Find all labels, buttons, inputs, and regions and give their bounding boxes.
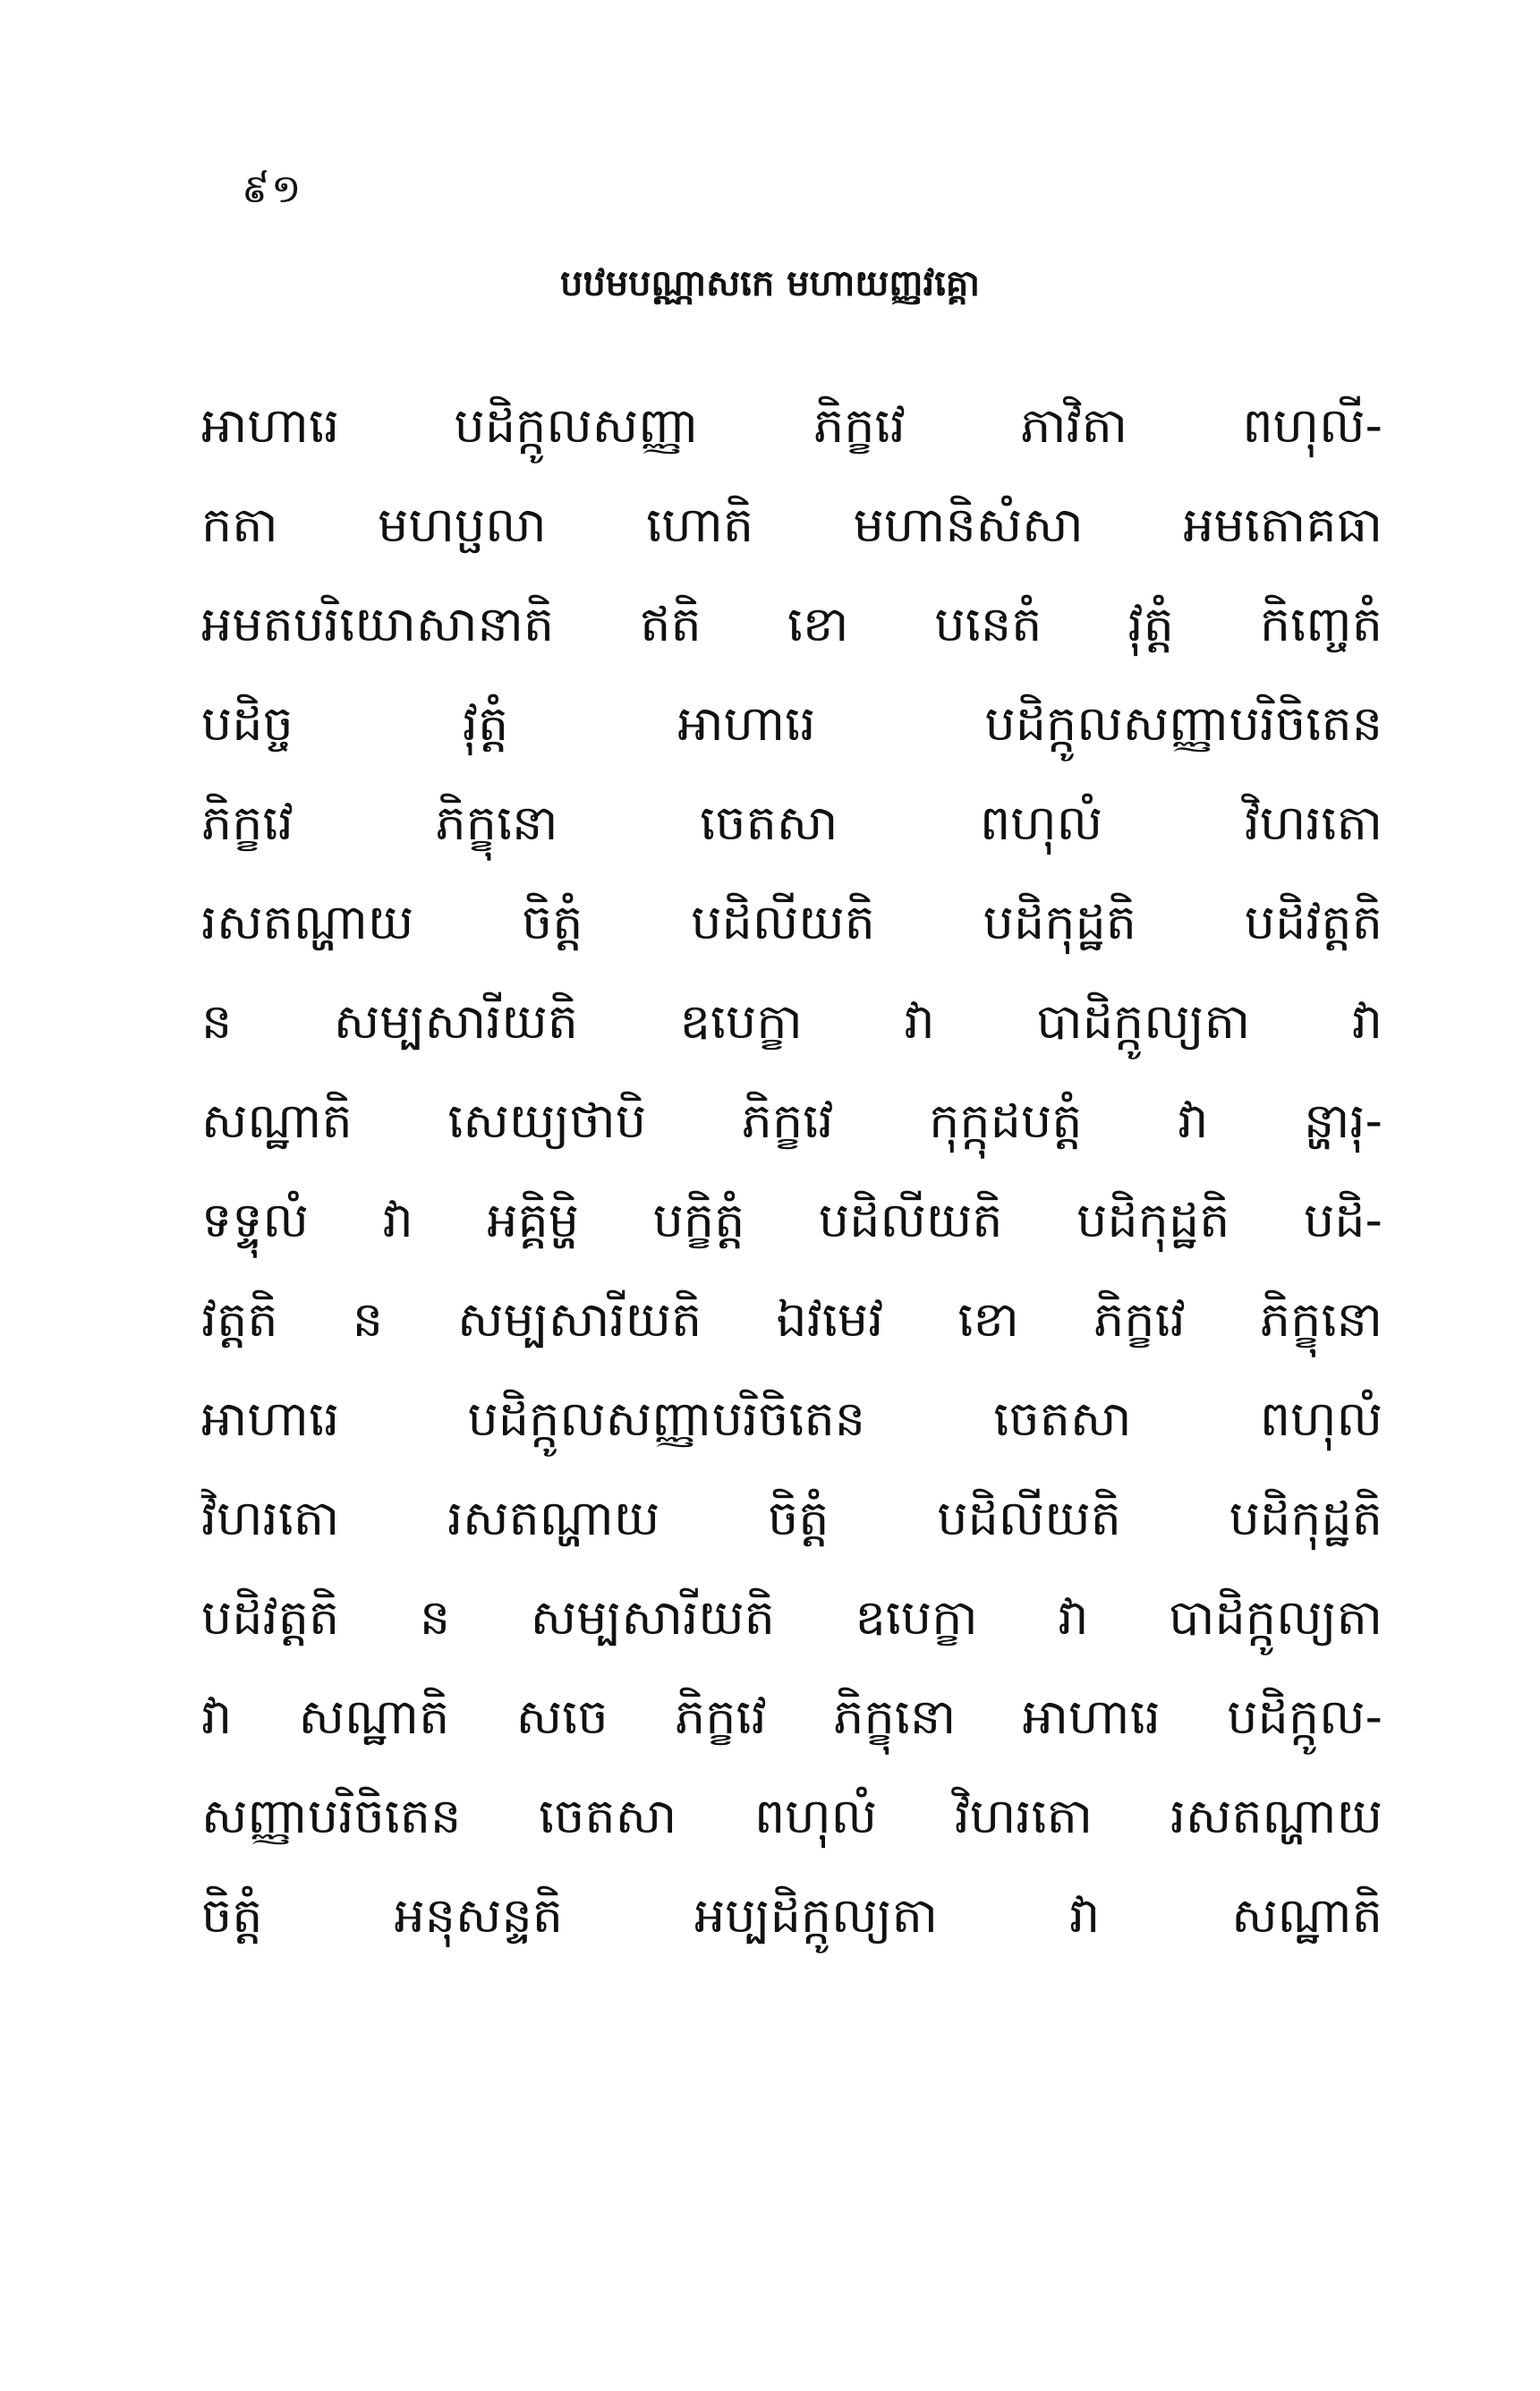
text-line: ចិត្តំ អនុសន្ទតិ អប្បដិក្កូល្យតា វា សណ្ឋាតិ xyxy=(201,1887,1383,1944)
text-line: ទទ្ទុលំ វា អគ្គិម្ហិ បក្ខិត្តំ បដិលីយតិ បដិកុដ្ឋតិ បដិ- xyxy=(201,1192,1383,1248)
text-line: អាហារេ បដិក្កូលសញ្ញាបរិចិតេន ចេតសា ពហុលំ xyxy=(201,1391,1383,1447)
text-line: បដិច្ច វុត្តំ អាហារេ បដិក្កូលសញ្ញាបរិចិតេន xyxy=(201,695,1383,752)
section-heading: បឋមបណ្ណាសកេ មហាយញ្ញវគ្គោ xyxy=(559,263,980,304)
text-line: សណ្ឋាតិ សេយ្យថាបិ ភិក្ខវេ កុក្កុដបត្តំ វា ន្ហារុ- xyxy=(201,1093,1383,1149)
text-line: បដិវត្តតិ ន សម្បសារីយតិ ឧបេក្ខា វា បាដិក្កូល្យតា xyxy=(201,1589,1383,1646)
text-line: ភិក្ខវេ ភិក្ខុនោ ចេតសា ពហុលំ វិហរតោ xyxy=(201,795,1383,851)
text-line: រសតណ្ហាយ ចិត្តំ បដិលីយតិ បដិកុដ្ឋតិ បដិវត្តតិ xyxy=(201,894,1383,950)
text-line: វិហរតោ រសតណ្ហាយ ចិត្តំ បដិលីយតិ បដិកុដ្ឋតិ xyxy=(201,1490,1383,1546)
text-line: វត្តតិ ន សម្បសារីយតិ ឯវមេវ ខោ ភិក្ខវេ ភិក្ខុនោ xyxy=(201,1291,1383,1348)
text-line: កតា មហប្ផលា ហោតិ មហានិសំសា អមតោគធា xyxy=(201,497,1383,553)
text-line: អមតបរិយោសានាតិ ឥតិ ខោ បនេតំ វុត្តំ កិញ្ចេតំ xyxy=(201,596,1383,652)
body-text xyxy=(201,376,1383,1965)
text-line: អាហារេ បដិក្កូលសញ្ញា ភិក្ខវេ ភាវិតា ពហុលី- xyxy=(201,397,1383,454)
text-line: វា សណ្ឋាតិ សចេ ភិក្ខវេ ភិក្ខុនោ អាហារេ បដិក្កូល- xyxy=(201,1689,1383,1745)
text-line: សញ្ញាបរិចិតេន ចេតសា ពហុលំ វិហរតោ រសតណ្ហាយ xyxy=(201,1788,1383,1844)
text-line: ន សម្បសារីយតិ ឧបេក្ខា វា បាដិក្កូល្យតា វា xyxy=(201,993,1383,1050)
page-number: ៩១ xyxy=(242,166,303,212)
